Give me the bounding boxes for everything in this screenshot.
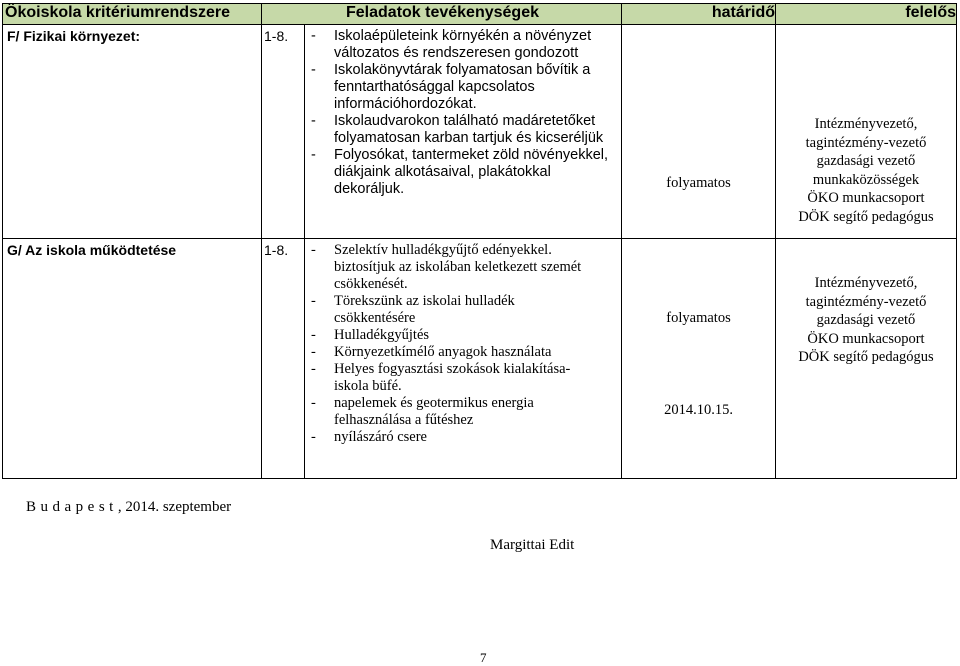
task-item: - Folyosókat, tantermeket zöld növényekkel, diákjaink alkotásaival, plakátokkal dekoráljuk. [311,147,609,197]
header-deadline: határidő [622,4,776,25]
responsible-line: munkaközösségek [812,171,920,188]
task-item: - napelemek és geotermikus energia felhasználása a fűtéshez [311,395,534,428]
deadline-value: folyamatos [666,175,731,191]
table-row-school-operation [3,239,957,479]
grades-cell: 1-8. [262,239,305,479]
city-name: Budapest [26,499,118,515]
responsible-line: ÖKO munkacsoport [807,330,925,347]
task-item: - Hulladékgyűjtés [311,327,430,343]
responsible-line: Intézményvezető, [814,275,918,291]
tasks-cell [305,239,622,479]
responsible-line: tagintézmény-vezető [805,134,927,151]
responsible-line: Intézményvezető, [814,116,918,132]
header-tasks: Feladatok tevékenységek [262,4,622,25]
task-item: - Helyes fogyasztási szokások kialakítása- iskola büfé. [311,361,571,394]
responsible-line: DÖK segítő pedagógus [798,208,934,225]
deadline-cell [622,25,776,239]
criterion-cell: F/ Fizikai környezet: [3,25,262,239]
page-number: 7 [480,650,487,665]
responsible-line: gazdasági vezető [816,153,916,169]
tasks-cell [305,25,622,239]
table-header-row [3,4,957,25]
header-criteria: Ökoiskola kritériumrendszere [3,4,262,25]
signature-name: Margittai Edit [490,537,575,553]
responsible-cell [776,239,957,479]
deadline-date: 2014.10.15. [664,402,733,418]
task-item: - Iskolaépületeink környékén a növényzet változatos és rendszeresen gondozott [311,28,592,61]
responsible-cell [776,25,957,239]
task-item: - Iskolaudvarokon található madáretetőket folyamatosan karban tartjuk és kicseréljük [311,113,604,146]
responsible-line: ÖKO munkacsoport [807,190,925,206]
task-item: - Szelektív hulladékgyűjtő edényekkel. [311,242,552,258]
task-item: biztosítjuk az iskolában keletkezett szemét csökkenését. [334,259,582,292]
criteria-table [2,3,957,479]
task-item: - nyílászáró csere [311,429,427,445]
header-responsible: felelős [776,4,957,25]
criterion-cell: G/ Az iskola működtetése [3,239,262,479]
responsible-line: DÖK segítő pedagógus [798,349,934,365]
responsible-line: gazdasági vezető [816,312,916,328]
task-item: - Törekszünk az iskolai hulladék csökkentésére [311,293,515,326]
place-and-date [26,499,231,516]
date-text: , 2014. szeptember [117,499,232,515]
table-row-physical-environment [3,25,957,239]
deadline-cell [622,239,776,479]
deadline-value: folyamatos [666,310,731,326]
grades-cell: 1-8. [262,25,305,239]
responsible-line: tagintézmény-vezető [805,293,927,310]
task-item: - Környezetkímélő anyagok használata [311,344,552,360]
task-item: - Iskolakönyvtárak folyamatosan bővítik a fenntarthatósággal kapcsolatos információhordozókat. [311,62,591,112]
